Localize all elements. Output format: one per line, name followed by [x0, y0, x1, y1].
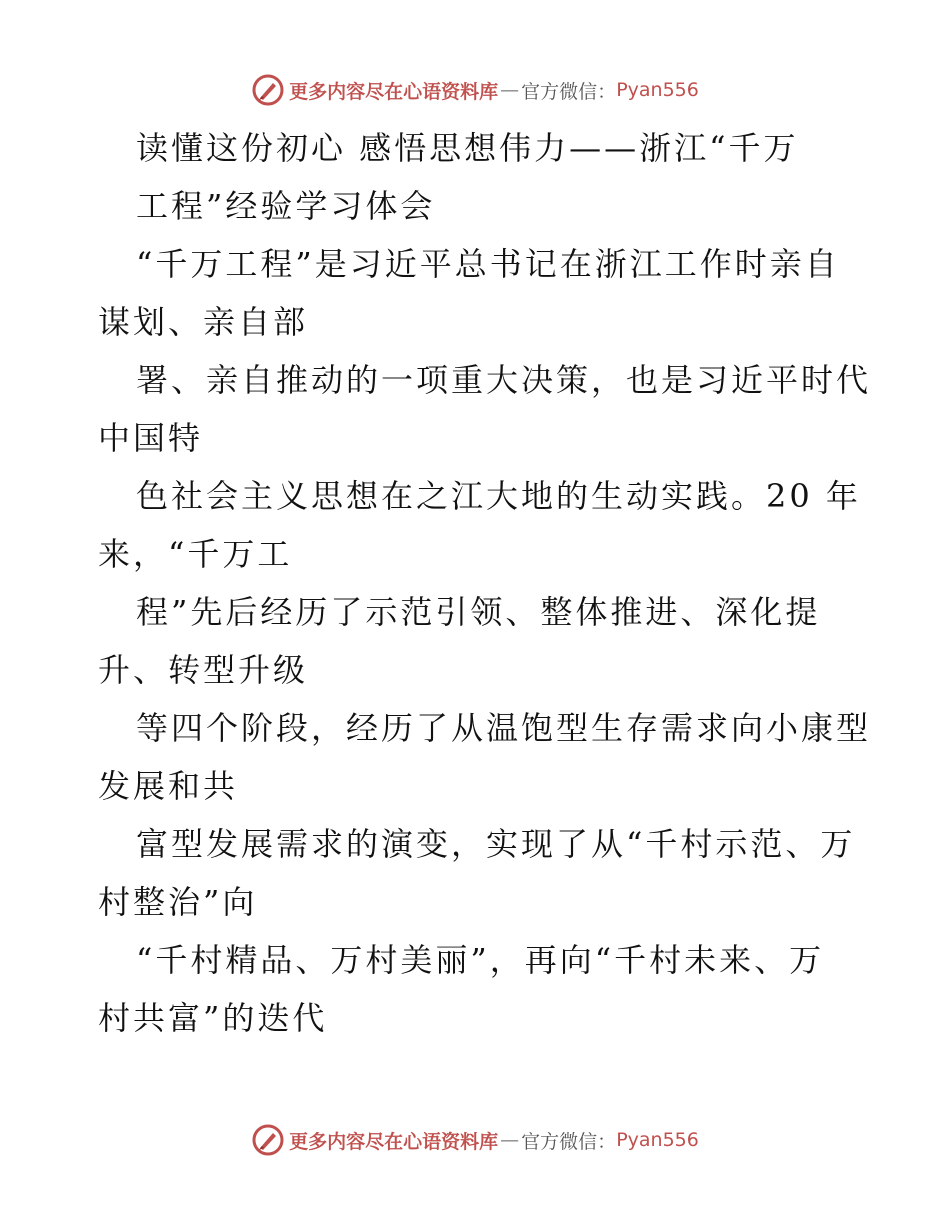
paragraph-line: 署、亲自推动的一项重大决策，也是习近平时代 [136, 361, 872, 399]
pen-logo-icon [251, 73, 285, 107]
watermark-label: 官方微信： [521, 1130, 617, 1153]
paragraph-line: “千万工程”是习近平总书记在浙江工作时亲自 [136, 245, 840, 283]
paragraph-line: 富型发展需求的演变，实现了从“千村示范、万 [136, 825, 856, 863]
paragraph-line: 等四个阶段，经历了从温饱型生存需求向小康型 [136, 709, 872, 747]
watermark-separator: — [500, 79, 520, 101]
watermark-header [0, 70, 950, 110]
title-line-2: 工程”经验学习体会 [136, 187, 436, 225]
pen-logo-icon [251, 1123, 285, 1157]
watermark-footer [0, 1120, 950, 1160]
paragraph-line: 来，“千万工 [98, 535, 293, 573]
watermark-wechat-id: Pyan556 [616, 79, 699, 101]
watermark-separator: — [500, 1129, 520, 1151]
paragraph-line: 中国特 [98, 419, 204, 457]
title-line-1: 读懂这份初心 感悟思想伟力——浙江“千万 [136, 129, 799, 167]
paragraph-line: 升、转型升级 [98, 651, 309, 689]
watermark-brand: 更多内容尽在心语资料库 [289, 80, 499, 103]
paragraph-line: 程”先后经历了示范引领、整体推进、深化提 [136, 593, 821, 631]
paragraph-line: 发展和共 [98, 767, 239, 805]
paragraph-line: 色社会主义思想在之江大地的生动实践。20 年 [136, 477, 861, 515]
paragraph-line: 村整治”向 [98, 883, 258, 921]
paragraph-line: 谋划、亲自部 [98, 303, 309, 341]
paragraph-line: “千村精品、万村美丽”，再向“千村未来、万 [136, 941, 825, 979]
paragraph-line: 村共富”的迭代 [98, 999, 328, 1037]
watermark-label: 官方微信： [521, 80, 617, 103]
watermark-brand: 更多内容尽在心语资料库 [289, 1130, 499, 1153]
watermark-wechat-id: Pyan556 [616, 1129, 699, 1151]
